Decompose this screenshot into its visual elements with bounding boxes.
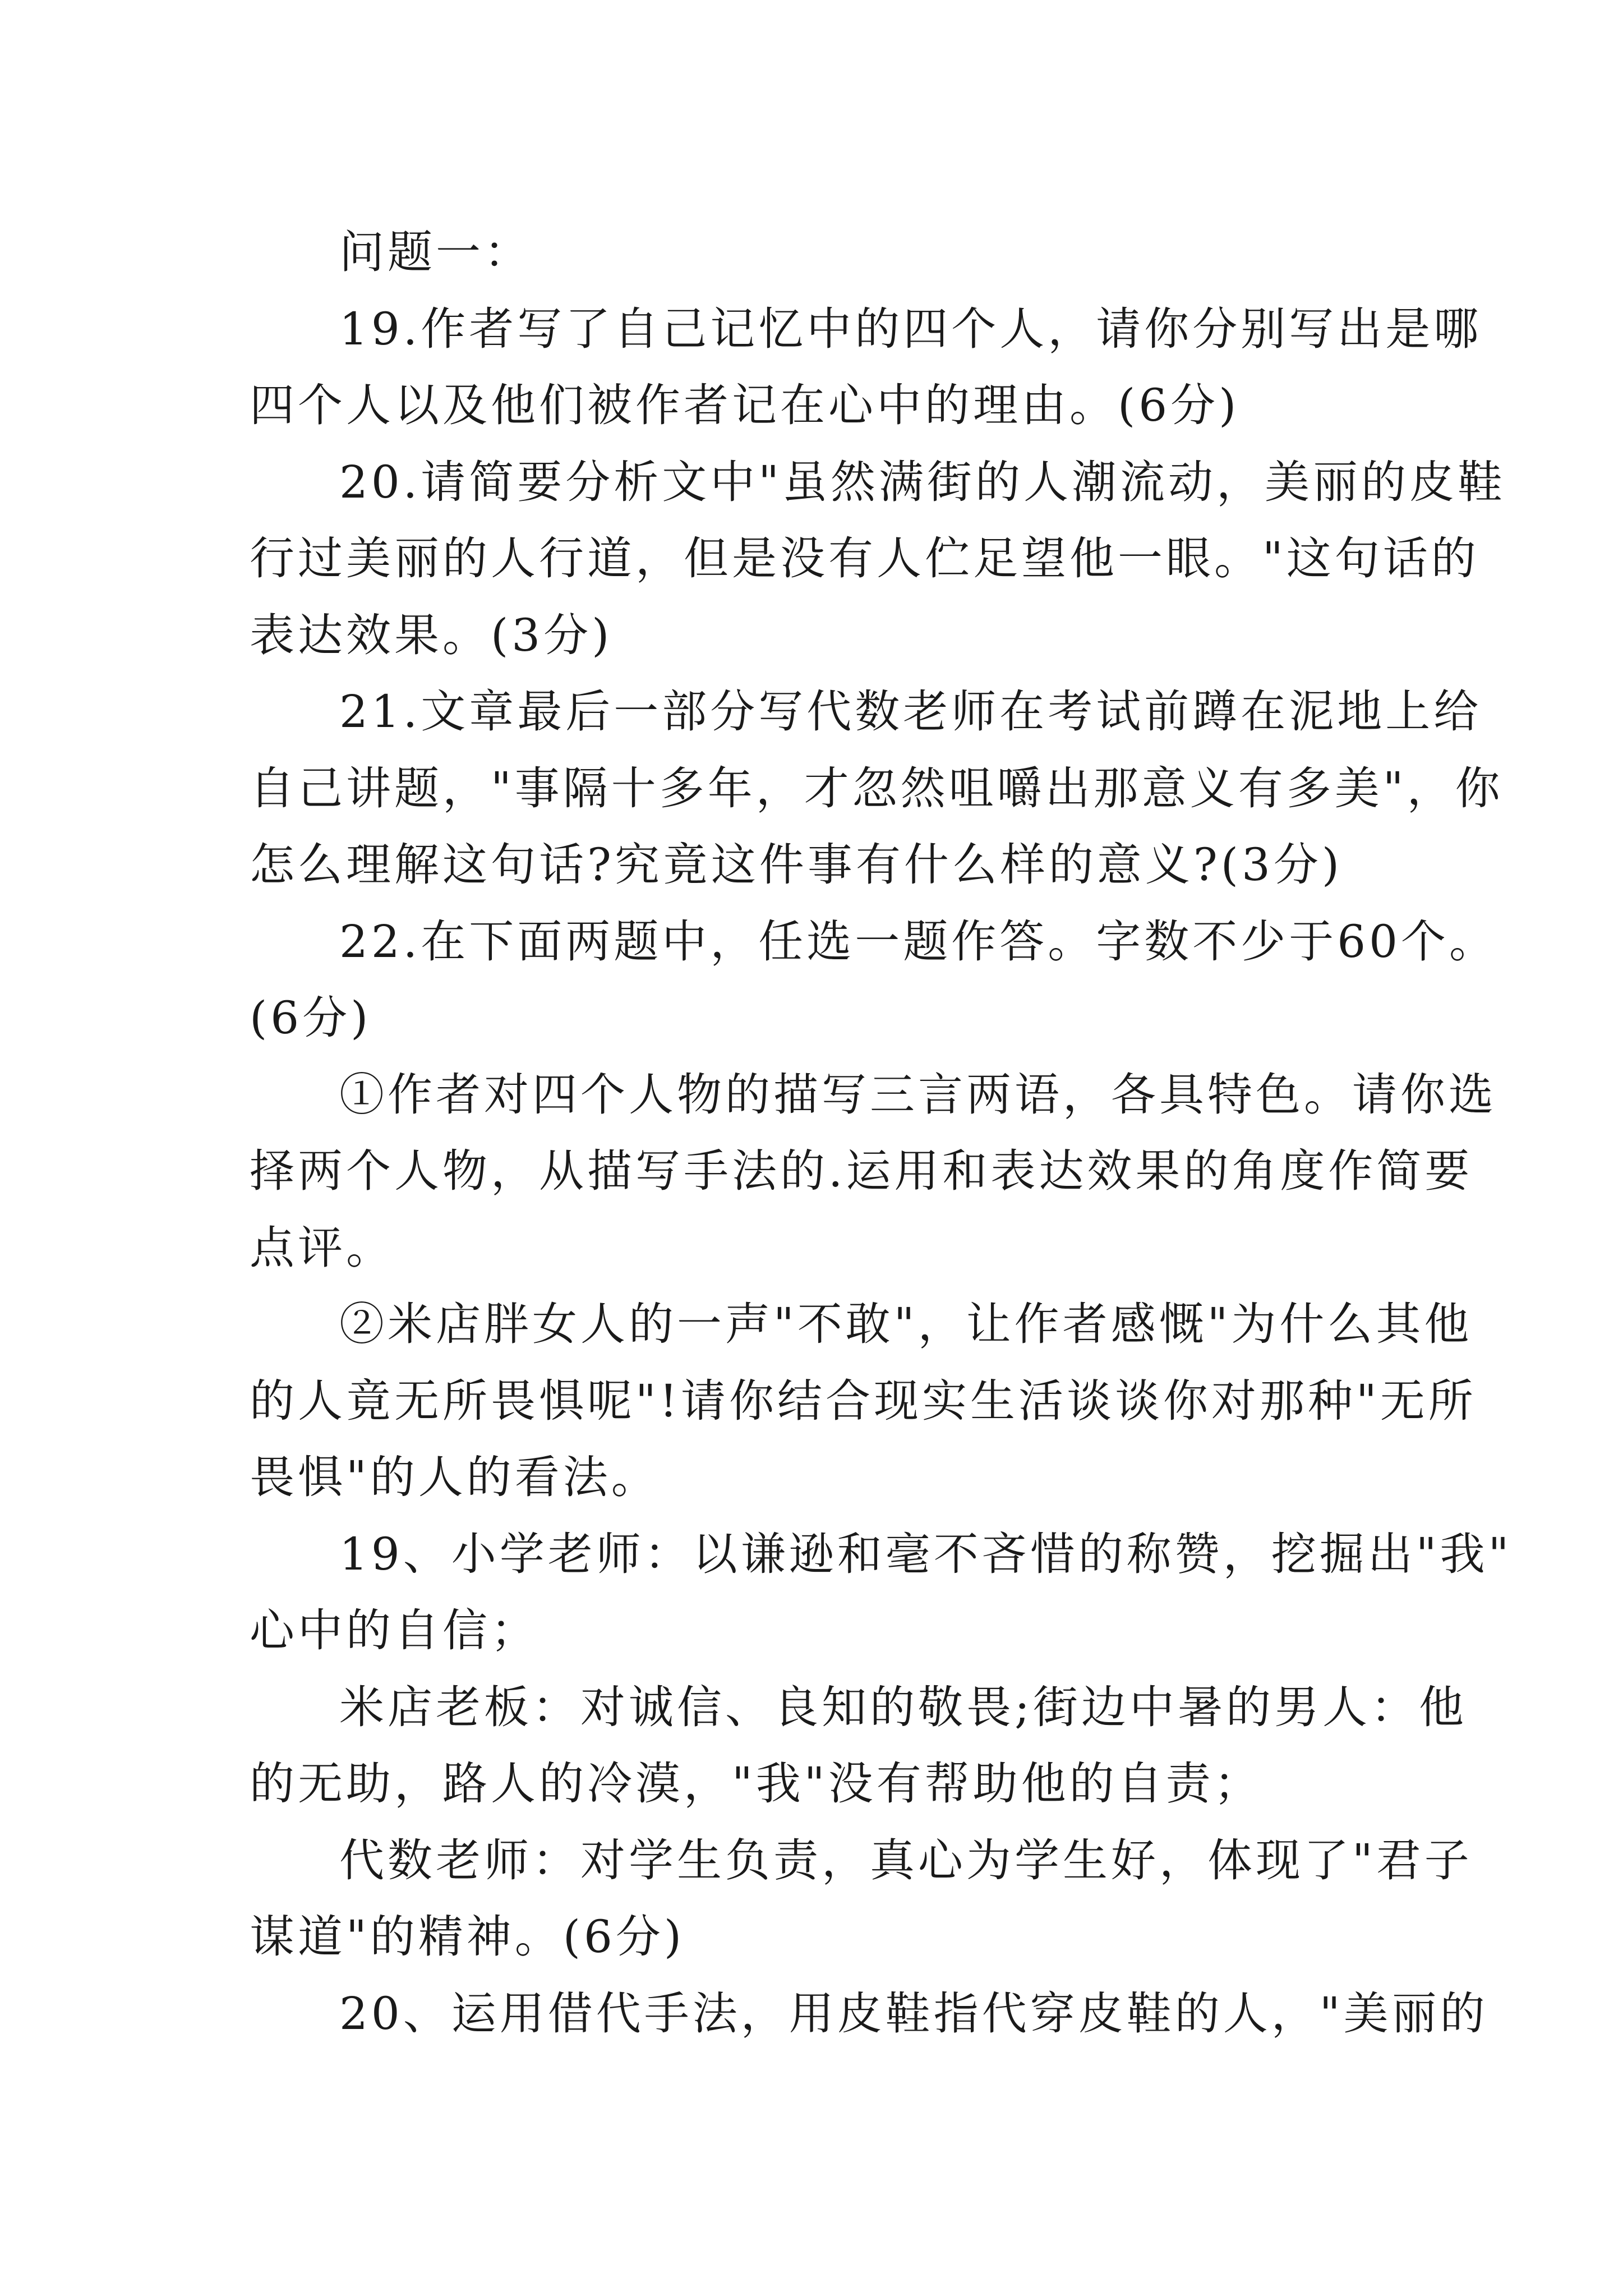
question-22-option-1 — [250, 1057, 1497, 1287]
question-19 — [250, 291, 1482, 444]
text-line: 自己讲题，"事隔十多年，才忽然咀嚼出那意义有多美"，你 — [250, 762, 1504, 815]
text-line: 怎么理解这句话?究竟这件事有什么样的意义?(3分) — [250, 839, 1343, 891]
section-heading — [250, 214, 1382, 291]
text-line: ①作者对四个人物的描写三言两语，各具特色。请你选 — [339, 1068, 1497, 1121]
text-line: 问题一： — [339, 226, 532, 278]
text-line: 20.请简要分析文中"虽然满街的人潮流动，美丽的皮鞋 — [339, 455, 1506, 508]
text-line: 点评。 — [250, 1221, 394, 1274]
text-line: 19、小学老师：以谦逊和毫不吝惜的称赞，挖掘出"我" — [339, 1527, 1513, 1580]
text-line: 行过美丽的人行道，但是没有人伫足望他一眼。"这句话的 — [250, 532, 1479, 585]
text-line: 19.作者写了自己记忆中的四个人，请你分别写出是哪 — [339, 302, 1482, 355]
text-line: 谋道"的精神。(6分) — [250, 1911, 685, 1963]
question-21 — [250, 674, 1504, 904]
answer-20 — [250, 1976, 1488, 2053]
text-line: 四个人以及他们被作者记在心中的理由。(6分) — [250, 379, 1240, 431]
question-20 — [250, 444, 1506, 674]
text-line: 择两个人物，从描写手法的.运用和表达效果的角度作简要 — [250, 1145, 1473, 1197]
text-line: 的无助，路人的冷漠，"我"没有帮助他的自责； — [250, 1757, 1262, 1810]
question-22-option-2 — [250, 1286, 1477, 1516]
text-line: 心中的自信； — [250, 1604, 539, 1657]
answer-19-algebra-teacher — [250, 1823, 1473, 1976]
text-line: (6分) — [250, 992, 372, 1044]
text-line: ②米店胖女人的一声"不敢"，让作者感慨"为什么其他 — [339, 1298, 1473, 1350]
text-line: 20、运用借代手法，用皮鞋指代穿皮鞋的人，"美丽的 — [339, 1987, 1488, 2040]
text-line: 代数老师：对学生负责，真心为学生好，体现了"君子 — [339, 1834, 1473, 1887]
text-line: 22.在下面两题中，任选一题作答。字数不少于60个。 — [339, 915, 1498, 968]
document-body — [250, 214, 1513, 2052]
answer-19-teacher — [250, 1516, 1513, 1669]
text-line: 21.文章最后一部分写代数老师在考试前蹲在泥地上给 — [339, 685, 1482, 738]
text-line: 的人竟无所畏惧呢"!请你结合现实生活谈谈你对那种"无所 — [250, 1374, 1477, 1427]
text-line: 畏惧"的人的看法。 — [250, 1451, 660, 1503]
text-line: 表达效果。(3分) — [250, 609, 613, 661]
question-22 — [250, 904, 1498, 1057]
answer-19-rice-shop — [250, 1669, 1467, 1823]
text-line: 米店老板：对诚信、良知的敬畏;街边中暑的男人：他 — [339, 1681, 1467, 1733]
